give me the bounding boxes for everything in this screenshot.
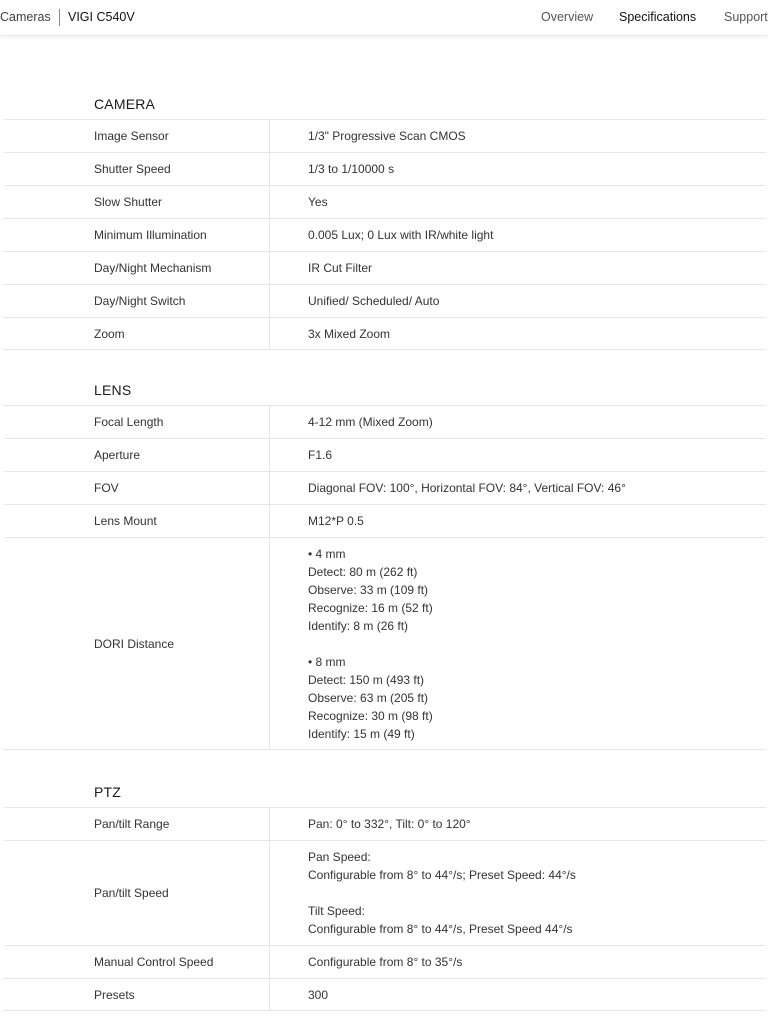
spec-value-line: Configurable from 8° to 44°/s; Preset Speed: 44°/s <box>308 868 576 882</box>
spec-value <box>270 439 766 471</box>
spec-value <box>270 808 766 840</box>
section-title: PTZ <box>94 784 122 800</box>
spec-value-line: Identify: 8 m (26 ft) <box>308 618 409 633</box>
spec-row <box>4 807 766 840</box>
spec-label: Aperture <box>4 439 270 471</box>
spec-value <box>270 946 766 978</box>
spec-value-line: Pan Speed: <box>308 850 371 864</box>
spec-content <box>0 36 768 1024</box>
spec-value-line: 3x Mixed Zoom <box>308 326 391 341</box>
spec-row <box>4 284 766 317</box>
spec-value-line: Recognize: 16 m (52 ft) <box>308 600 433 615</box>
spec-label: Focal Length <box>4 406 270 438</box>
spec-value <box>270 979 766 1010</box>
spec-label: Pan/tilt Speed <box>4 841 270 945</box>
spec-value-line: 4-12 mm (Mixed Zoom) <box>308 415 433 429</box>
spec-value-line: 1/3 to 1/10000 s <box>308 162 395 176</box>
spec-row <box>4 119 766 152</box>
spec-label: FOV <box>4 472 270 504</box>
spec-value-line: Observe: 63 m (205 ft) <box>308 690 429 705</box>
spec-value <box>270 472 766 504</box>
spec-label: Pan/tilt Range <box>4 808 270 840</box>
section-title: CAMERA <box>94 96 156 112</box>
spec-value <box>270 186 766 218</box>
spec-row <box>4 251 766 284</box>
spec-value-line: Unified/ Scheduled/ Auto <box>308 294 440 308</box>
spec-value-line: Yes <box>308 195 328 209</box>
spec-value-line: Identify: 15 m (49 ft) <box>308 726 415 741</box>
spec-value-line: Configurable from 8° to 44°/s, Preset Speed 44°/s <box>308 922 573 936</box>
line-gap <box>308 635 766 653</box>
spec-value-line: Observe: 33 m (109 ft) <box>308 582 429 597</box>
nav-overview-link[interactable]: Overview <box>541 10 594 24</box>
spec-label: DORI Distance <box>4 538 270 749</box>
product-name: VIGI C540V <box>68 10 135 24</box>
spec-label: Manual Control Speed <box>4 946 270 978</box>
spec-row <box>4 317 766 350</box>
spec-value-line: Recognize: 30 m (98 ft) <box>308 708 433 723</box>
spec-value <box>270 219 766 251</box>
spec-table <box>4 119 766 350</box>
spec-value-line: Configurable from 8° to 35°/s <box>308 955 463 969</box>
nav-support-link[interactable]: Support <box>724 10 768 24</box>
spec-label: Presets <box>4 979 270 1010</box>
spec-label: Slow Shutter <box>4 186 270 218</box>
spec-table <box>4 807 766 1011</box>
spec-value <box>270 252 766 284</box>
spec-label: Image Sensor <box>4 120 270 152</box>
spec-row <box>4 840 766 945</box>
spec-label: Day/Night Switch <box>4 285 270 317</box>
spec-row <box>4 471 766 504</box>
spec-value <box>270 153 766 185</box>
spec-value <box>270 538 766 749</box>
spec-value-line: • 8 mm <box>308 654 346 669</box>
spec-label: Day/Night Mechanism <box>4 252 270 284</box>
spec-row <box>4 405 766 438</box>
spec-label: Minimum Illumination <box>4 219 270 251</box>
breadcrumb-cameras-link[interactable]: Cameras <box>0 10 51 24</box>
spec-value <box>270 406 766 438</box>
breadcrumb-separator <box>59 9 60 26</box>
spec-value-line: IR Cut Filter <box>308 261 373 275</box>
spec-table <box>4 405 766 750</box>
spec-value <box>270 505 766 537</box>
spec-value-line: M12*P 0.5 <box>308 514 364 528</box>
spec-row <box>4 537 766 750</box>
spec-row <box>4 218 766 251</box>
spec-value-line: 0.005 Lux; 0 Lux with IR/white light <box>308 228 494 242</box>
spec-row <box>4 504 766 537</box>
spec-value-line: 1/3" Progressive Scan CMOS <box>308 129 466 143</box>
spec-value-line: Tilt Speed: <box>308 904 365 918</box>
spec-value <box>270 285 766 317</box>
spec-value <box>270 841 766 945</box>
spec-value <box>270 318 766 349</box>
spec-label: Shutter Speed <box>4 153 270 185</box>
spec-value-line: Detect: 80 m (262 ft) <box>308 564 418 579</box>
spec-row <box>4 978 766 1011</box>
spec-label: Zoom <box>4 318 270 349</box>
spec-value-line: • 4 mm <box>308 546 346 561</box>
nav-specifications-link[interactable]: Specifications <box>619 10 697 24</box>
spec-value-line: F1.6 <box>308 448 333 462</box>
spec-row <box>4 945 766 978</box>
spec-row <box>4 438 766 471</box>
spec-value-line: Pan: 0° to 332°, Tilt: 0° to 120° <box>308 817 471 831</box>
section-title: LENS <box>94 382 132 398</box>
spec-value-line: 300 <box>308 987 329 1002</box>
spec-row <box>4 185 766 218</box>
spec-row <box>4 152 766 185</box>
spec-value <box>270 120 766 152</box>
line-gap <box>308 884 766 902</box>
top-navigation-bar <box>0 0 768 36</box>
spec-value-line: Detect: 150 m (493 ft) <box>308 672 425 687</box>
spec-label: Lens Mount <box>4 505 270 537</box>
spec-value-line: Diagonal FOV: 100°, Horizontal FOV: 84°, Vertical FOV: 46° <box>308 481 626 495</box>
